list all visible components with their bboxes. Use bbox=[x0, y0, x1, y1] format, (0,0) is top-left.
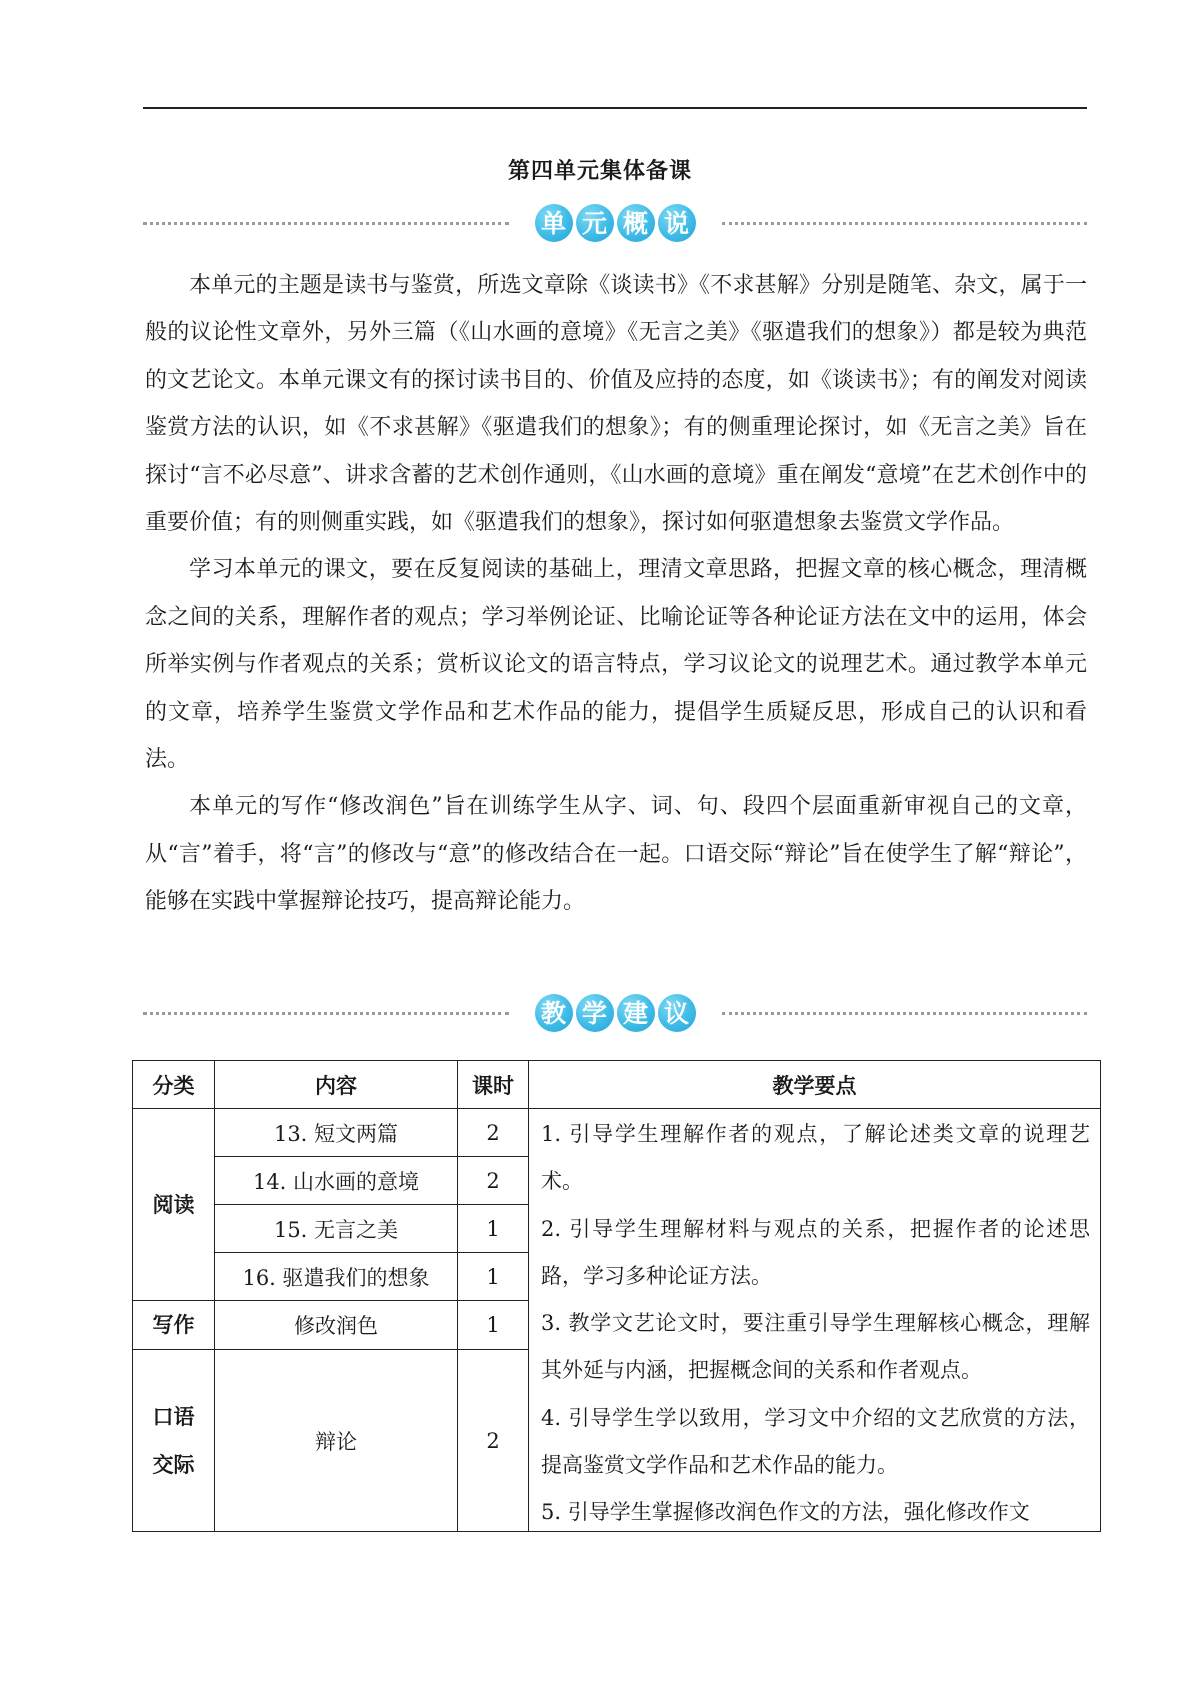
table-header-row bbox=[133, 1061, 1101, 1109]
paragraph: 学习本单元的课文，要在反复阅读的基础上，理清文章思路，把握文章的核心概念，理清概念之间的关系，理解作者的观点；学习举例论证、比喻论证等各种论证方法在文中的运用，体会所举实例与作者观点的关系；赏析议论文的语言特点，学习议论文的说理艺术。通过教学本单元的文章，培养学生鉴赏文学作品和艺术作品的能力，提倡学生质疑反思，形成自己的认识和看法。 bbox=[145, 557, 1087, 773]
heading-bubble: 单 bbox=[535, 204, 573, 242]
lesson-hours: 1 bbox=[458, 1205, 529, 1253]
lesson-hours: 2 bbox=[458, 1350, 529, 1532]
heading-bubble: 教 bbox=[535, 994, 573, 1032]
lesson-hours: 2 bbox=[458, 1157, 529, 1205]
category-line: 交际 bbox=[152, 1452, 195, 1477]
heading-bubble: 建 bbox=[617, 994, 655, 1032]
column-header-category: 分类 bbox=[133, 1061, 215, 1109]
column-header-hours: 课时 bbox=[458, 1061, 529, 1109]
heading-bubble: 学 bbox=[576, 994, 614, 1032]
category-reading: 阅读 bbox=[133, 1109, 215, 1301]
table-row bbox=[133, 1109, 1101, 1157]
lesson-content: 15. 无言之美 bbox=[215, 1205, 458, 1253]
dotted-divider bbox=[722, 222, 1088, 225]
heading-bubble: 议 bbox=[658, 994, 696, 1032]
section-heading-unit-overview bbox=[143, 200, 1087, 246]
key-point-item: 3. 教学文艺论文时，要注重引导学生理解核心概念，理解其外延与内涵，把握概念间的关系和作者观点。 bbox=[541, 1311, 1090, 1383]
column-header-key-points: 教学要点 bbox=[529, 1061, 1101, 1109]
dotted-divider bbox=[722, 1012, 1088, 1015]
heading-bubbles bbox=[535, 994, 696, 1032]
heading-bubbles bbox=[535, 204, 696, 242]
unit-overview-text bbox=[145, 262, 1087, 926]
key-point-item: 4. 引导学生学以致用，学习文中介绍的文艺欣赏的方法，提高鉴赏文学作品和艺术作品的能力。 bbox=[541, 1405, 1090, 1478]
lesson-content: 16. 驱遣我们的想象 bbox=[215, 1253, 458, 1301]
heading-bubble: 元 bbox=[576, 204, 614, 242]
dotted-divider bbox=[143, 1012, 509, 1015]
key-point-item: 1. 引导学生理解作者的观点，了解论述类文章的说理艺术。 bbox=[541, 1122, 1090, 1194]
teaching-plan-table bbox=[132, 1060, 1101, 1532]
heading-bubble: 概 bbox=[617, 204, 655, 242]
category-line: 口语 bbox=[152, 1404, 195, 1429]
key-point-item: 2. 引导学生理解材料与观点的关系，把握作者的论述思路，学习多种论证方法。 bbox=[541, 1216, 1090, 1288]
key-point-item: 5. 引导学生掌握修改润色作文的方法，强化修改作文 bbox=[541, 1500, 1030, 1525]
heading-bubble: 说 bbox=[658, 204, 696, 242]
lesson-content: 修改润色 bbox=[215, 1301, 458, 1350]
lesson-content: 13. 短文两篇 bbox=[215, 1109, 458, 1157]
lesson-hours: 1 bbox=[458, 1301, 529, 1350]
dotted-divider bbox=[143, 222, 509, 225]
paragraph: 本单元的主题是读书与鉴赏，所选文章除《谈读书》《不求甚解》分别是随笔、杂文，属于一般的议论性文章外，另外三篇（《山水画的意境》《无言之美》《驱遣我们的想象》）都是较为典范的文艺论文。本单元课文有的探讨读书目的、价值及应持的态度，如《谈读书》；有的阐发对阅读鉴赏方法的认识，如《不求甚解》《驱遣我们的想象》；有的侧重理论探讨，如《无言之美》旨在探讨“言不必尽意”、讲求含蓄的艺术创作通则，《山水画的意境》重在阐发“意境”在艺术创作中的重要价值；有的则侧重实践，如《驱遣我们的想象》，探讨如何驱遣想象去鉴赏文学作品。 bbox=[145, 273, 1087, 536]
category-speaking bbox=[133, 1350, 215, 1532]
page-title: 第四单元集体备课 bbox=[507, 159, 692, 184]
key-points-cell bbox=[529, 1109, 1101, 1532]
lesson-content: 14. 山水画的意境 bbox=[215, 1157, 458, 1205]
lesson-hours: 2 bbox=[458, 1109, 529, 1157]
lesson-content: 辩论 bbox=[215, 1350, 458, 1532]
column-header-content: 内容 bbox=[215, 1061, 458, 1109]
paragraph: 本单元的写作“修改润色”旨在训练学生从字、词、句、段四个层面重新审视自己的文章，从“言”着手，将“言”的修改与“意”的修改结合在一起。口语交际“辩论”旨在使学生了解“辩论”，能够在实践中掌握辩论技巧，提高辩论能力。 bbox=[145, 794, 1087, 915]
category-writing: 写作 bbox=[133, 1301, 215, 1350]
lesson-hours: 1 bbox=[458, 1253, 529, 1301]
section-heading-teaching-suggestions bbox=[143, 990, 1087, 1036]
key-points-list bbox=[541, 1111, 1090, 1531]
top-rule bbox=[143, 107, 1087, 109]
